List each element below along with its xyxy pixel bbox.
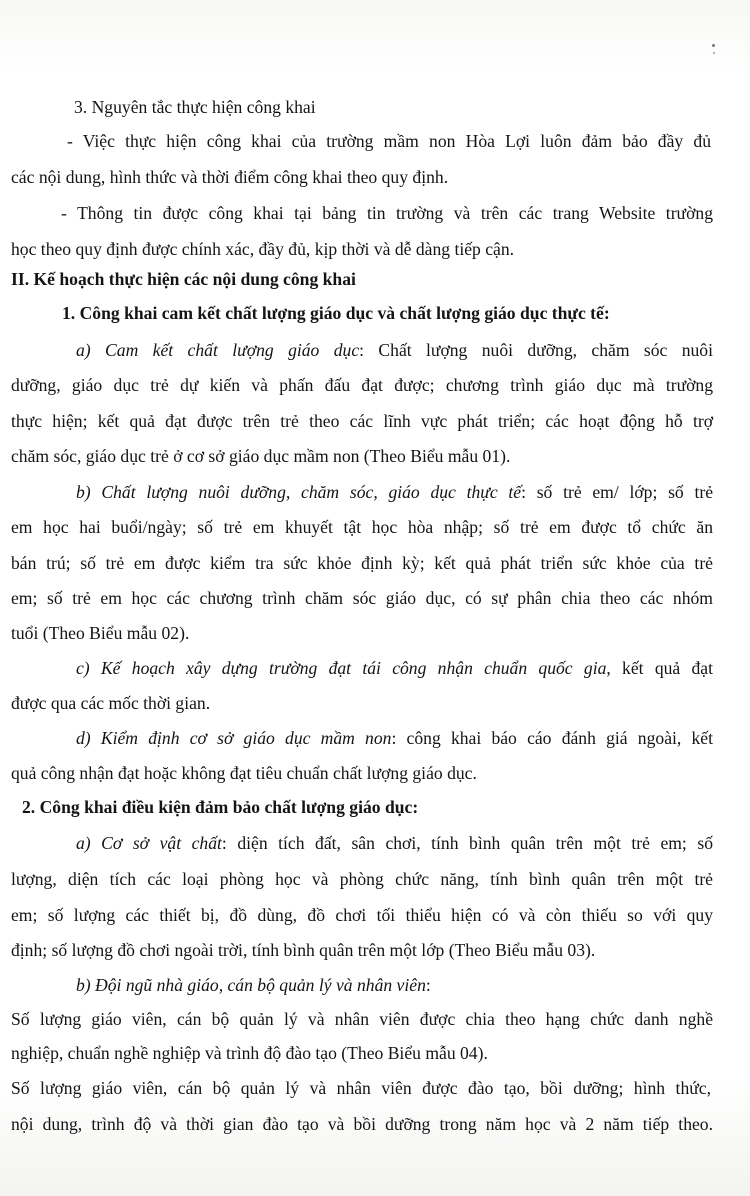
item-a2-line: lượng, diện tích các loại phòng học và phòng chức năng, tính bình quân trên một trẻ — [11, 869, 713, 889]
item-b-line: bán trú; số trẻ em được kiểm tra sức khỏe định kỳ; kết quả phát triển sức khỏe của trẻ — [11, 553, 713, 573]
section-3-para-2-line: học theo quy định được chính xác, đầy đủ, kịp thời và dễ dàng tiếp cận. — [11, 239, 515, 259]
item-b2-line: Số lượng giáo viên, cán bộ quản lý và nhân viên được chia theo hạng chức danh nghề — [11, 1009, 713, 1029]
section-3-heading: 3. Nguyên tắc thực hiện công khai — [74, 97, 316, 117]
item-b2-line: nghiệp, chuẩn nghề nghiệp và trình độ đào tạo (Theo Biểu mẫu 04). — [11, 1043, 488, 1063]
subsection-2-heading: 2. Công khai điều kiện đảm bảo chất lượng giáo dục: — [22, 797, 419, 817]
item-a-line: chăm sóc, giáo dục trẻ ở cơ sở giáo dục mầm non (Theo Biểu mẫu 01). — [11, 446, 511, 466]
section-3-para-1-line: các nội dung, hình thức và thời điểm công khai theo quy định. — [11, 167, 449, 187]
item-b2-heading: b) Đội ngũ nhà giáo, cán bộ quản lý và nhân viên: — [76, 975, 431, 995]
item-a-line: a) Cam kết chất lượng giáo dục: Chất lượng nuôi dưỡng, chăm sóc nuôi — [76, 340, 713, 360]
item-b-line: tuổi (Theo Biểu mẫu 02). — [11, 623, 190, 643]
item-a2-line: a) Cơ sở vật chất: diện tích đất, sân chơi, tính bình quân trên một trẻ em; số — [76, 833, 713, 853]
item-a2-label: a) Cơ sở vật chất — [76, 833, 222, 853]
item-b-line: em học hai buổi/ngày; số trẻ em khuyết tật học hòa nhập; số trẻ em được tổ chức ăn — [11, 517, 713, 537]
item-c-line: c) Kế hoạch xây dựng trường đạt tái công nhận chuẩn quốc gia, kết quả đạt — [76, 658, 713, 678]
item-a-line: thực hiện; kết quả đạt được trên trẻ theo các lĩnh vực phát triển; các hoạt động hỗ trợ — [11, 411, 713, 431]
item-c-label: c) Kế hoạch xây dựng trường đạt tái công nhận chuẩn quốc gia — [76, 658, 607, 678]
item-b2-line: nội dung, trình độ và thời gian đào tạo và bồi dưỡng trong năm học và 2 năm tiếp theo. — [11, 1114, 713, 1134]
scan-speck — [713, 52, 715, 54]
item-b-line: em; số trẻ em học các chương trình chăm sóc giáo dục, có sự phân chia theo các nhóm — [11, 588, 713, 608]
scan-speck — [712, 44, 715, 47]
section-II-heading: II. Kế hoạch thực hiện các nội dung công khai — [11, 269, 356, 289]
item-b2-label: b) Đội ngũ nhà giáo, cán bộ quản lý và nhân viên — [76, 975, 426, 995]
item-a2-line: em; số lượng các thiết bị, đồ dùng, đồ chơi tối thiểu hiện có và còn thiếu so với quy — [11, 905, 713, 925]
item-d-line: d) Kiểm định cơ sở giáo dục mầm non: công khai báo cáo đánh giá ngoài, kết — [76, 728, 713, 748]
section-3-para-1-line: - Việc thực hiện công khai của trường mầm non Hòa Lợi luôn đảm bảo đầy đủ — [67, 131, 711, 151]
item-d-label: d) Kiểm định cơ sở giáo dục mầm non — [76, 728, 392, 748]
section-3-para-2-line: - Thông tin được công khai tại bảng tin trường và trên các trang Website trường — [61, 203, 713, 223]
item-c-line: được qua các mốc thời gian. — [11, 693, 211, 713]
item-a-line: dưỡng, giáo dục trẻ dự kiến và phấn đấu đạt được; chương trình giáo dục mà trường — [11, 375, 713, 395]
subsection-1-heading: 1. Công khai cam kết chất lượng giáo dục và chất lượng giáo dục thực tế: — [62, 303, 610, 323]
item-a2-line: định; số lượng đồ chơi ngoài trời, tính bình quân trên một lớp (Theo Biểu mẫu 03). — [11, 940, 596, 960]
item-b2-line: Số lượng giáo viên, cán bộ quản lý và nhân viên được đào tạo, bồi dưỡng; hình thức, — [11, 1078, 711, 1098]
item-b-line: b) Chất lượng nuôi dưỡng, chăm sóc, giáo dục thực tế: số trẻ em/ lớp; số trẻ — [76, 482, 713, 502]
item-d-line: quả công nhận đạt hoặc không đạt tiêu chuẩn chất lượng giáo dục. — [11, 763, 477, 783]
item-a-label: a) Cam kết chất lượng giáo dục — [76, 340, 360, 360]
item-b-label: b) Chất lượng nuôi dưỡng, chăm sóc, giáo dục thực tế — [76, 482, 522, 502]
